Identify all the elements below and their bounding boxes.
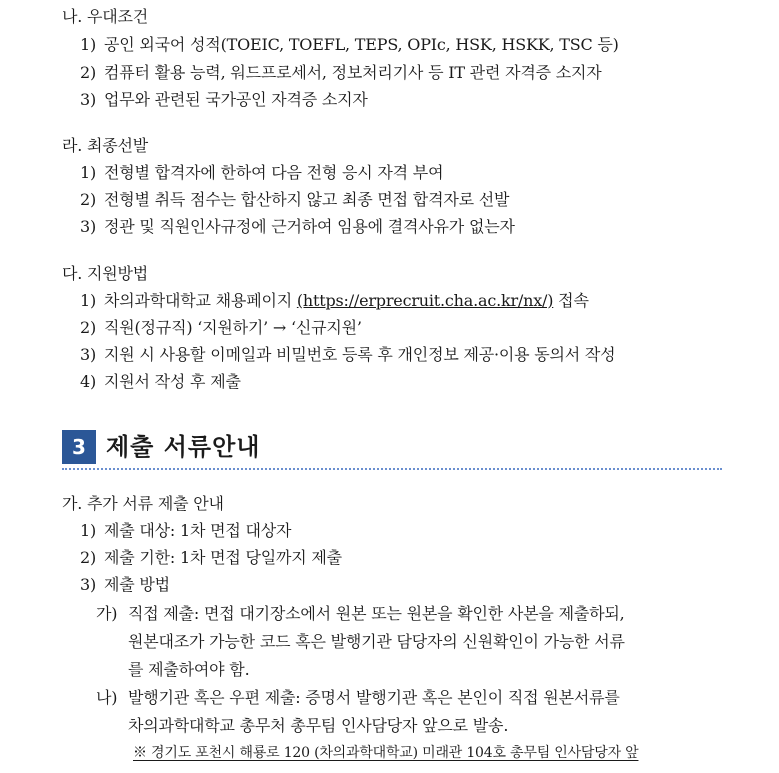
list-item bbox=[80, 89, 368, 111]
item-number: 1) bbox=[80, 291, 97, 310]
item-number: 3) bbox=[80, 575, 97, 594]
item-text: 전형별 합격자에 한하여 다음 전형 응시 자격 부여 bbox=[104, 163, 444, 182]
mailing-address-note: ※ 경기도 포천시 해룡로 120 (차의과학대학교) 미래관 104호 총무팀 인사담당자 앞 bbox=[133, 745, 639, 761]
item-text: 차의과학대학교 채용페이지 bbox=[104, 291, 297, 310]
list-item bbox=[80, 520, 291, 542]
list-item bbox=[80, 162, 443, 184]
item-text: 지원서 작성 후 제출 bbox=[104, 372, 241, 391]
item-text: 지원 시 사용할 이메일과 비밀번호 등록 후 개인정보 제공·이용 동의서 작성 bbox=[104, 345, 616, 364]
item-text: 제출 방법 bbox=[104, 575, 170, 594]
item-number: 3) bbox=[80, 345, 97, 364]
sub-item-number: 가) bbox=[96, 604, 118, 623]
item-text: 컴퓨터 활용 능력, 워드프로세서, 정보처리기사 등 IT 관련 자격증 소지자 bbox=[104, 63, 602, 82]
item-number: 3) bbox=[80, 217, 97, 236]
item-number: 2) bbox=[80, 190, 97, 209]
sub-item-number: 나) bbox=[96, 688, 118, 707]
sub-item-continuation: 를 제출하여야 함. bbox=[128, 660, 250, 679]
item-number: 3) bbox=[80, 90, 97, 109]
item-text: 제출 기한: 1차 면접 당일까지 제출 bbox=[104, 548, 342, 567]
item-number: 2) bbox=[80, 318, 97, 337]
section-heading-document-submission: 가. 추가 서류 제출 안내 bbox=[62, 494, 224, 513]
list-item bbox=[80, 62, 602, 84]
item-number: 1) bbox=[80, 35, 97, 54]
sub-item-direct-submission bbox=[96, 603, 624, 625]
item-text: 전형별 취득 점수는 합산하지 않고 최종 면접 합격자로 선발 bbox=[104, 190, 510, 209]
section-title: 제출 서류안내 bbox=[106, 433, 261, 461]
item-number: 4) bbox=[80, 372, 97, 391]
sub-item-text: 직접 제출: 면접 대기장소에서 원본 또는 원본을 확인한 사본을 제출하되, bbox=[128, 604, 625, 623]
sub-item-mail-submission bbox=[96, 687, 620, 709]
item-text: 직원(정규직) ‘지원하기’ → ‘신규지원’ bbox=[104, 318, 362, 337]
item-number: 2) bbox=[80, 63, 97, 82]
item-number: 1) bbox=[80, 163, 97, 182]
list-item bbox=[80, 189, 509, 211]
item-text: 업무와 관련된 국가공인 자격증 소지자 bbox=[104, 90, 368, 109]
list-item bbox=[80, 574, 170, 596]
list-item bbox=[80, 547, 342, 569]
list-item bbox=[80, 216, 515, 238]
item-text: 공인 외국어 성적(TOEIC, TOEFL, TEPS, OPIc, HSK, HSKK, TSC 등) bbox=[104, 35, 619, 54]
sub-item-text: 발행기관 혹은 우편 제출: 증명서 발행기관 혹은 본인이 직접 원본서류를 bbox=[128, 688, 620, 707]
list-item bbox=[80, 290, 589, 312]
list-item bbox=[80, 34, 619, 56]
section-divider bbox=[62, 468, 722, 470]
recruit-page-link[interactable]: (https://erprecruit.cha.ac.kr/nx/) bbox=[296, 291, 554, 310]
list-item bbox=[80, 344, 615, 366]
item-number: 1) bbox=[80, 521, 97, 540]
section-heading-preferences: 나. 우대조건 bbox=[62, 7, 149, 26]
sub-item-continuation: 원본대조가 가능한 코드 혹은 발행기관 담당자의 신원확인이 가능한 서류 bbox=[128, 632, 625, 651]
list-item bbox=[80, 371, 241, 393]
item-text: 제출 대상: 1차 면접 대상자 bbox=[104, 521, 292, 540]
item-text: 접속 bbox=[553, 291, 589, 310]
section-number-badge: 3 bbox=[62, 430, 96, 464]
section-heading-final-selection: 라. 최종선발 bbox=[62, 136, 149, 155]
item-number: 2) bbox=[80, 548, 97, 567]
list-item bbox=[80, 317, 362, 339]
item-text: 정관 및 직원인사규정에 근거하여 임용에 결격사유가 없는자 bbox=[104, 217, 515, 236]
sub-item-continuation: 차의과학대학교 총무처 총무팀 인사담당자 앞으로 발송. bbox=[128, 716, 509, 735]
section-heading-application-method: 다. 지원방법 bbox=[62, 264, 149, 283]
section-header-3 bbox=[62, 424, 722, 470]
